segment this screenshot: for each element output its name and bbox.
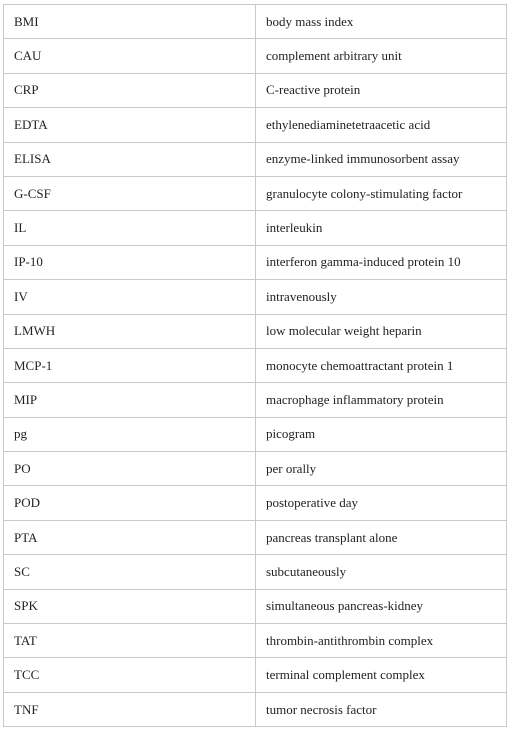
abbreviation-cell: IL bbox=[4, 211, 256, 245]
definition-cell: intravenously bbox=[256, 280, 507, 314]
abbreviation-cell: ELISA bbox=[4, 142, 256, 176]
abbreviation-cell: TAT bbox=[4, 624, 256, 658]
abbreviation-cell: TNF bbox=[4, 692, 256, 726]
abbreviation-cell: EDTA bbox=[4, 108, 256, 142]
abbreviation-cell: SC bbox=[4, 555, 256, 589]
abbreviation-cell: pg bbox=[4, 417, 256, 451]
definition-cell: simultaneous pancreas-kidney bbox=[256, 589, 507, 623]
definition-cell: granulocyte colony-stimulating factor bbox=[256, 176, 507, 210]
definition-cell: low molecular weight heparin bbox=[256, 314, 507, 348]
table-row bbox=[4, 280, 507, 314]
definition-cell: interferon gamma-induced protein 10 bbox=[256, 245, 507, 279]
abbreviation-cell: LMWH bbox=[4, 314, 256, 348]
abbreviation-cell: BMI bbox=[4, 5, 256, 39]
table-row bbox=[4, 176, 507, 210]
table-row bbox=[4, 245, 507, 279]
table-row bbox=[4, 383, 507, 417]
table-row bbox=[4, 314, 507, 348]
table-row bbox=[4, 452, 507, 486]
abbreviations-table bbox=[3, 4, 507, 727]
table-row bbox=[4, 5, 507, 39]
abbreviation-cell: CRP bbox=[4, 73, 256, 107]
abbreviation-cell: MCP-1 bbox=[4, 348, 256, 382]
definition-cell: monocyte chemoattractant protein 1 bbox=[256, 348, 507, 382]
definition-cell: ethylenediaminetetraacetic acid bbox=[256, 108, 507, 142]
definition-cell: enzyme-linked immunosorbent assay bbox=[256, 142, 507, 176]
definition-cell: pancreas transplant alone bbox=[256, 520, 507, 554]
abbreviation-cell: CAU bbox=[4, 39, 256, 73]
definition-cell: postoperative day bbox=[256, 486, 507, 520]
definition-cell: body mass index bbox=[256, 5, 507, 39]
table-row bbox=[4, 658, 507, 692]
definition-cell: interleukin bbox=[256, 211, 507, 245]
abbreviation-cell: IV bbox=[4, 280, 256, 314]
abbreviation-cell: PO bbox=[4, 452, 256, 486]
definition-cell: per orally bbox=[256, 452, 507, 486]
definition-cell: macrophage inflammatory protein bbox=[256, 383, 507, 417]
table-row bbox=[4, 589, 507, 623]
abbreviation-cell: PTA bbox=[4, 520, 256, 554]
definition-cell: C-reactive protein bbox=[256, 73, 507, 107]
table-row bbox=[4, 692, 507, 726]
table-row bbox=[4, 211, 507, 245]
table-row bbox=[4, 108, 507, 142]
table-row bbox=[4, 486, 507, 520]
table-row bbox=[4, 417, 507, 451]
table-row bbox=[4, 624, 507, 658]
definition-cell: thrombin-antithrombin complex bbox=[256, 624, 507, 658]
table-row bbox=[4, 520, 507, 554]
abbreviation-cell: SPK bbox=[4, 589, 256, 623]
definition-cell: terminal complement complex bbox=[256, 658, 507, 692]
abbreviation-cell: G-CSF bbox=[4, 176, 256, 210]
table-row bbox=[4, 142, 507, 176]
abbreviation-cell: MIP bbox=[4, 383, 256, 417]
abbreviation-cell: IP-10 bbox=[4, 245, 256, 279]
table-row bbox=[4, 73, 507, 107]
definition-cell: subcutaneously bbox=[256, 555, 507, 589]
abbreviations-table-body bbox=[4, 5, 507, 727]
definition-cell: tumor necrosis factor bbox=[256, 692, 507, 726]
table-row bbox=[4, 555, 507, 589]
abbreviation-cell: TCC bbox=[4, 658, 256, 692]
table-row bbox=[4, 39, 507, 73]
definition-cell: picogram bbox=[256, 417, 507, 451]
table-row bbox=[4, 348, 507, 382]
abbreviation-cell: POD bbox=[4, 486, 256, 520]
definition-cell: complement arbitrary unit bbox=[256, 39, 507, 73]
